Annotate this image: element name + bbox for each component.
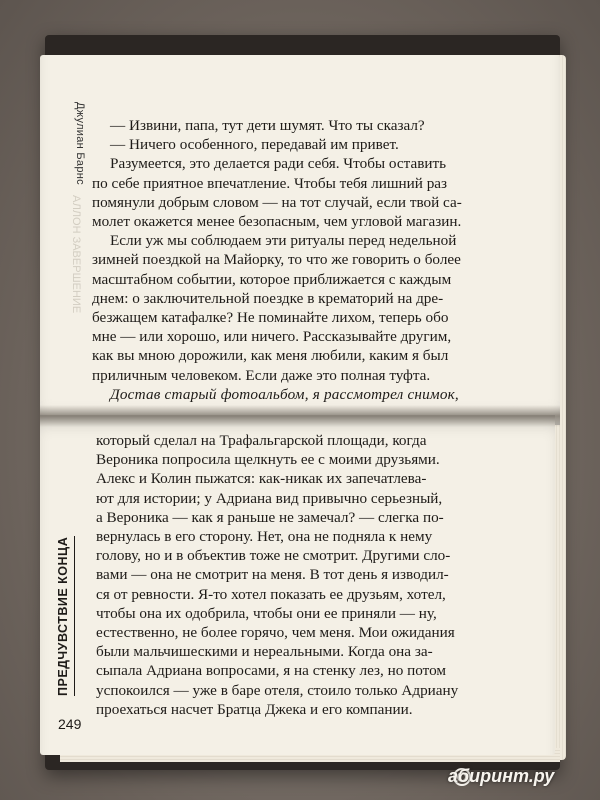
text-line: Алекс и Колин пыжатся: как-никак их запечатлева-: [96, 470, 427, 488]
running-head-showthrough: АЛЛОН ЗАВЕРШЕНИЕ: [70, 195, 82, 314]
text-line: приличным человеком. Если даже это полная туфта.: [92, 366, 431, 384]
text-line: масштабном событии, которое приближается с каждым: [92, 270, 452, 288]
text-line: Вероника попросила щелкнуть ее с моими друзьями.: [96, 451, 440, 469]
page-number: 249: [58, 716, 82, 732]
text-line: Разумеется, это делается ради себя. Чтобы оставить: [110, 155, 447, 173]
top-page-text: [92, 116, 520, 404]
text-line: днем: о заключительной поездке в крематорий на дре-: [92, 289, 444, 307]
text-line: как вы мною дорожили, как меня любили, каким я был: [92, 347, 449, 365]
text-line: молет окажется менее безопасным, чем угловой магазин.: [92, 213, 462, 231]
text-line: ся от ревности. Я-то хотел показать ее друзьям, хотел,: [96, 585, 446, 603]
text-line: сыпала Адриана вопросами, я на стенку лез, но потом: [96, 662, 446, 680]
text-line: а Вероника — как я раньше не замечал? — слегка по-: [96, 508, 444, 526]
text-line: Если уж мы соблюдаем эти ритуалы перед недельной: [110, 232, 457, 250]
text-line: — Ничего особенного, передавай им привет.: [110, 136, 399, 154]
text-line: были мальчишескими и нереальными. Когда она за-: [96, 643, 433, 661]
text-line: успокоился — уже в баре отеля, стоило только Адриану: [96, 681, 459, 699]
text-line: зимней поездкой на Майорку, то что же говорить о более: [92, 251, 461, 269]
text-line: помянули добрым словом — на тот случай, если твой са-: [92, 193, 462, 211]
text-line: вернулась в его сторону. Нет, она не подняла к нему: [96, 528, 433, 546]
book-title-sidebar: ПРЕДЧУВСТВИЕ КОНЦА: [56, 536, 75, 696]
bottom-page-text: [96, 431, 524, 719]
text-line: вами — она не смотрит на меня. В тот день я изводил-: [96, 566, 449, 584]
text-line: мне — или хорошо, или ничего. Рассказывайте другим,: [92, 328, 452, 346]
text-line: проехаться насчет Братца Джека и его компании.: [96, 700, 413, 718]
text-line: безжащем катафалке? Не поминайте лихом, теперь обо: [92, 309, 449, 327]
text-line: по себе приятное впечатление. Чтобы тебя лишний раз: [92, 174, 448, 192]
text-line: Достав старый фотоальбом, я рассмотрел снимок,: [110, 385, 459, 403]
text-line: — Извини, папа, тут дети шумят. Что ты сказал?: [110, 117, 425, 134]
text-line: чтобы она их одобрила, чтобы они ее приняли — ну,: [96, 604, 437, 622]
text-line: голову, но и в объектив тоже не смотрит. Другими сло-: [96, 547, 451, 565]
text-line: ют для истории; у Адриана вид привычно серьезный,: [96, 489, 443, 507]
running-head-author: Джулиан Барнс: [74, 102, 86, 185]
text-line: который сделал на Трафальгарской площади, когда: [96, 432, 427, 449]
watermark: абиринт.ру: [448, 766, 555, 786]
text-line: естественно, не более горячо, чем меня. Мои ожидания: [96, 624, 455, 642]
